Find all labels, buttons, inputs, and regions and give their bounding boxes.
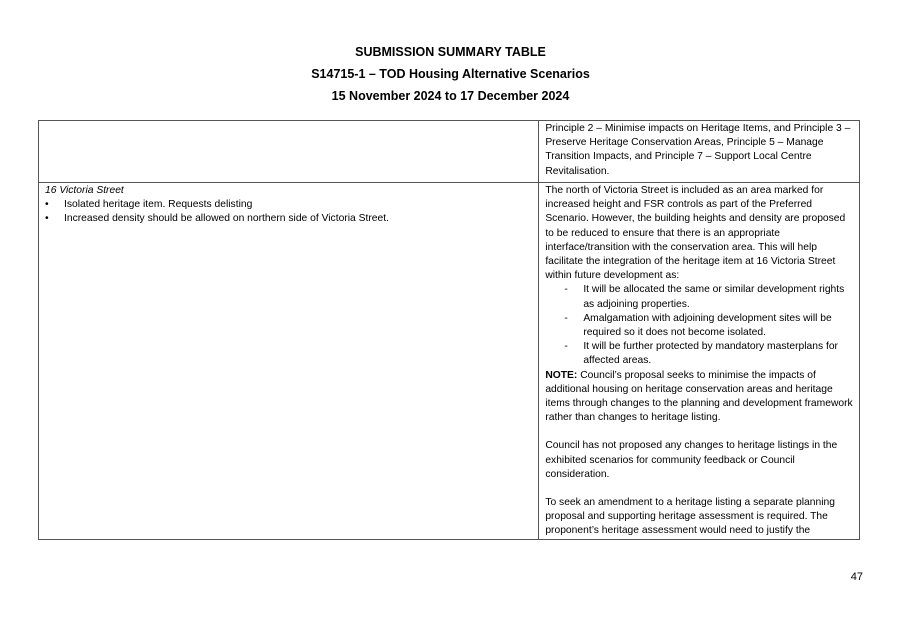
page-number: 47 (850, 571, 863, 583)
submission-summary-table (38, 120, 860, 540)
submitter-address: 16 Victoria Street (45, 185, 124, 196)
document-header (0, 44, 901, 110)
response-cell (539, 183, 860, 540)
response-note (545, 369, 853, 426)
response-points (545, 283, 853, 368)
response-cell (539, 121, 860, 183)
list-item: • Isolated heritage item. Requests delisting (45, 198, 532, 212)
list-item: - It will be further protected by mandatory masterplans for affected areas. (545, 340, 853, 368)
submission-cell (39, 183, 539, 540)
list-item: • Increased density should be allowed on northern side of Victoria Street. (45, 212, 532, 226)
note-label: NOTE: (545, 369, 578, 381)
submission-cell (39, 121, 539, 183)
table-row (39, 183, 860, 540)
response-paragraph: The north of Victoria Street is included as an area marked for increased height and FSR controls as part of the Preferred Scenario. However, the building heights and density are proposed to be reduced to ensure that there is an appropriate interface/transition with the conservation area. This will help facilitate the integration of the heritage item at 16 Victoria Street within future development as: (545, 185, 846, 282)
paragraph-gap (545, 482, 853, 496)
response-paragraph: To seek an amendment to a heritage listing a separate planning proposal and supporting heritage assessment is required. The proponent’s heritage assessment would need to justify the (545, 497, 835, 537)
submission-points (45, 198, 532, 226)
document-title: SUBMISSION SUMMARY TABLE (355, 45, 546, 59)
table-row (39, 121, 860, 183)
list-item: - Amalgamation with adjoining development sites will be required so it does not become isolated. (545, 312, 853, 340)
note-text: Council’s proposal seeks to minimise the impacts of additional housing on heritage conservation areas and heritage items through changes to the planning and development framework rather than changes to heritage listing. (545, 369, 853, 424)
document-dates: 15 November 2024 to 17 December 2024 (331, 89, 570, 103)
response-paragraph: Council has not proposed any changes to heritage listings in the exhibited scenarios for community feedback or Council consideration. (545, 440, 838, 480)
list-item: - It will be allocated the same or similar development rights as adjoining properties. (545, 283, 853, 311)
paragraph-gap (545, 425, 853, 439)
response-text: Principle 2 – Minimise impacts on Heritage Items, and Principle 3 – Preserve Heritage Conservation Areas, Principle 5 – Manage Transition Impacts, and Principle 7 – Support Local Centre Revitalisation. (545, 123, 851, 177)
document-subtitle: S14715-1 – TOD Housing Alternative Scenarios (311, 67, 590, 81)
